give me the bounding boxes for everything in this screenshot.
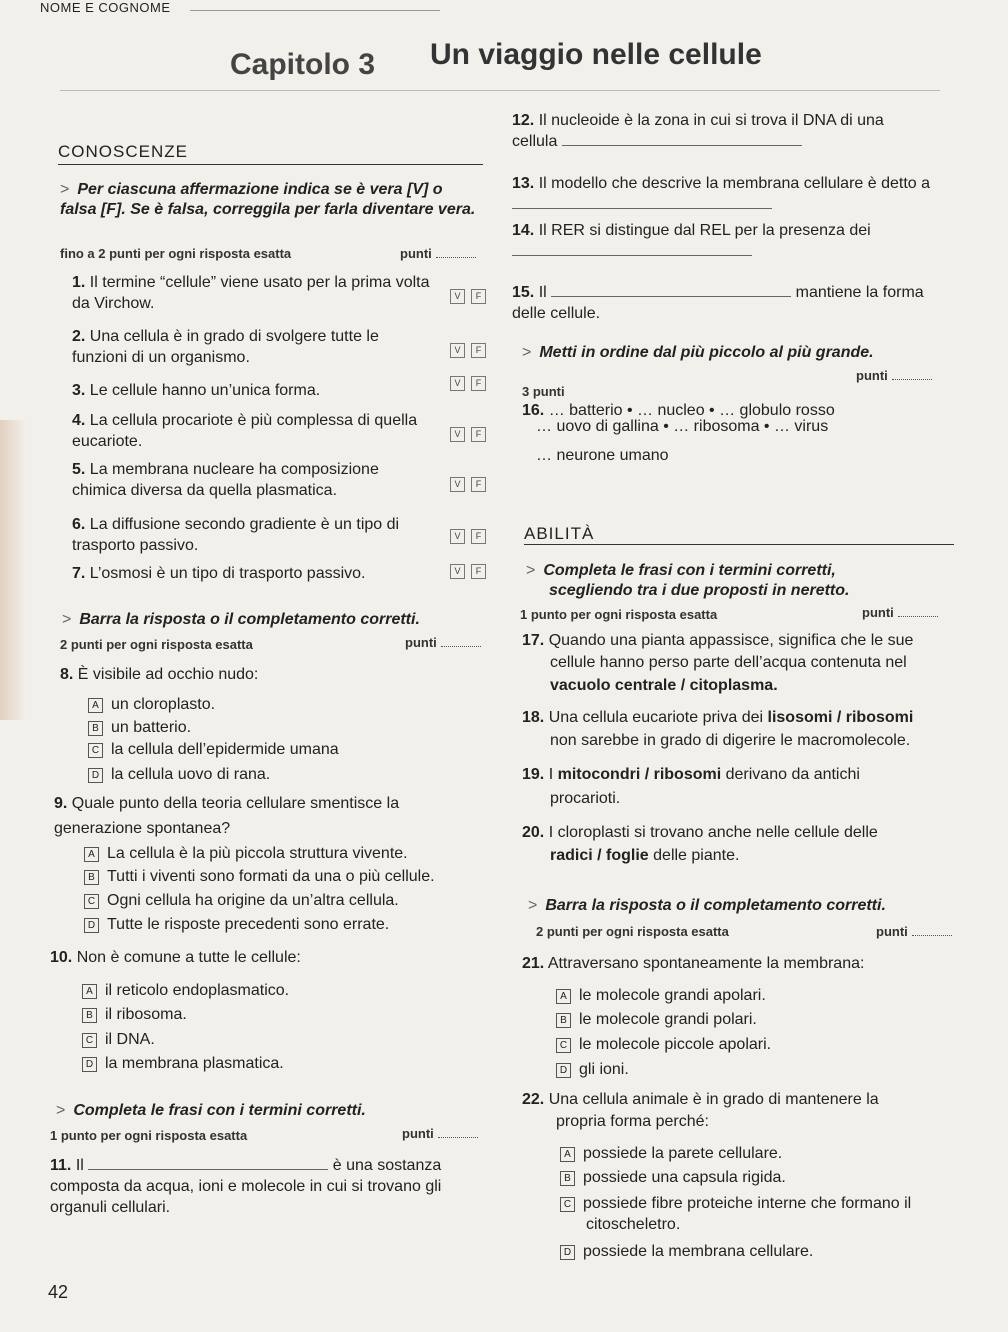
question-16-line2: … uovo di gallina • … ribosoma • … virus — [536, 418, 829, 435]
page-title: Un viaggio nelle cellule — [430, 38, 762, 71]
option-c[interactable]: C possiede fibre proteiche interne che formano il — [560, 1193, 911, 1214]
vf-item: 6. La diffusione secondo gradiente è un tipo di trasporto passivo. — [72, 516, 400, 554]
question-11: 11. Il è una sostanza composta da acqua, ioni e molecole in cui si trovano gli organuli cellulari. — [50, 1157, 442, 1216]
option-d[interactable]: D la membrana plasmatica. — [82, 1053, 284, 1074]
false-checkbox[interactable]: F — [471, 289, 486, 304]
answer-blank[interactable] — [551, 296, 791, 297]
true-checkbox[interactable]: V — [450, 529, 465, 544]
option-b[interactable]: B il ribosoma. — [82, 1004, 187, 1025]
complete-points-info: 1 punto per ogni risposta esatta — [50, 1128, 248, 1143]
option-b[interactable]: B Tutti i viventi sono formati da una o più cellule. — [84, 866, 435, 887]
question-14: 14. Il RER si distingue dal REL per la presenza dei — [512, 220, 932, 262]
option-d[interactable]: D la cellula uovo di rana. — [88, 764, 270, 785]
option-d[interactable]: D gli ioni. — [556, 1059, 629, 1080]
question-20-line2: radici / foglie delle piante. — [550, 847, 740, 864]
question-22: 22. Una cellula animale è in grado di mantenere la — [522, 1091, 879, 1108]
name-label: NOME E COGNOME — [40, 0, 171, 15]
option-c[interactable]: C il DNA. — [82, 1029, 155, 1050]
vf-boxes — [450, 526, 492, 544]
question-19-line2: procarioti. — [550, 790, 621, 807]
score-blank[interactable] — [892, 379, 932, 380]
true-checkbox[interactable]: V — [450, 376, 465, 391]
false-checkbox[interactable]: F — [471, 376, 486, 391]
option-b[interactable]: B un batterio. — [88, 717, 191, 738]
choose-score: punti — [862, 605, 938, 620]
chapter-number: Capitolo 3 — [230, 48, 376, 81]
option-c[interactable]: C le molecole piccole apolari. — [556, 1034, 771, 1055]
section-divider — [58, 164, 483, 165]
title-divider — [60, 90, 940, 91]
option-b[interactable]: B le molecole grandi polari. — [556, 1009, 757, 1030]
option-c-continued: citoscheletro. — [586, 1216, 681, 1233]
option-a[interactable]: A le molecole grandi apolari. — [556, 985, 766, 1006]
choose-points-info: 1 punto per ogni risposta esatta — [520, 607, 718, 622]
option-a[interactable]: A possiede la parete cellulare. — [560, 1143, 782, 1164]
vf-boxes — [450, 340, 492, 358]
answer-blank[interactable] — [562, 145, 802, 146]
answer-blank[interactable] — [512, 255, 752, 256]
question-18-line2: non sarebbe in grado di digerire le macromolecole. — [550, 732, 911, 749]
question-10: 10. Non è comune a tutte le cellule: — [50, 949, 301, 966]
order-instruction: > Metti in ordine dal più piccolo al più grande. — [522, 344, 874, 361]
vf-boxes — [450, 561, 492, 579]
vf-score: punti — [400, 246, 476, 261]
option-d[interactable]: D Tutte le risposte precedenti sono errate. — [84, 914, 389, 935]
question-17-line2: cellule hanno perso parte dell’acqua contenuta nel — [550, 654, 907, 671]
score-blank[interactable] — [436, 257, 476, 258]
page-number: 42 — [48, 1282, 69, 1302]
false-checkbox[interactable]: F — [471, 564, 486, 579]
question-20-choice[interactable]: radici / foglie — [550, 847, 649, 864]
score-blank[interactable] — [912, 935, 952, 936]
score-blank[interactable] — [438, 1137, 478, 1138]
question-9: 9. Quale punto della teoria cellulare smentisce la generazione spontanea? — [54, 795, 400, 837]
choose-instruction: > Completa le frasi con i termini corretti, — [526, 562, 836, 579]
option-a[interactable]: A il reticolo endoplasmatico. — [82, 980, 289, 1001]
vf-item: 3. Le cellule hanno un’unica forma. — [72, 382, 321, 399]
score-blank[interactable] — [441, 646, 481, 647]
false-checkbox[interactable]: F — [471, 529, 486, 544]
mc2-points-info: 2 punti per ogni risposta esatta — [536, 924, 729, 939]
page-edge-shadow — [0, 420, 26, 720]
question-18: 18. Una cellula eucariote priva dei lisosomi / ribosomi — [522, 709, 914, 726]
true-checkbox[interactable]: V — [450, 343, 465, 358]
mc-points-info: 2 punti per ogni risposta esatta — [60, 637, 253, 652]
vf-boxes — [450, 286, 492, 304]
vf-instruction: > Per ciascuna affermazione indica se è vera [V] o falsa [F]. Se è falsa, correggila per farla diventare vera. — [60, 181, 476, 218]
order-score: punti — [856, 368, 932, 383]
true-checkbox[interactable]: V — [450, 564, 465, 579]
section-conoscenze: CONOSCENZE — [58, 142, 188, 161]
option-a[interactable]: A un cloroplasto. — [88, 694, 215, 715]
vf-boxes — [450, 424, 492, 442]
mc-instruction: > Barra la risposta o il completamento corretti. — [62, 611, 420, 628]
complete-score: punti — [402, 1126, 478, 1141]
question-22-line2: propria forma perché: — [556, 1113, 709, 1130]
false-checkbox[interactable]: F — [471, 427, 486, 442]
choose-instruction-2: scegliendo tra i due proposti in neretto. — [549, 582, 850, 599]
section-abilita: ABILITÀ — [524, 524, 595, 543]
option-d[interactable]: D possiede la membrana cellulare. — [560, 1241, 813, 1262]
mc-score: punti — [405, 635, 481, 650]
vf-boxes — [450, 373, 492, 391]
complete-instruction: > Completa le frasi con i termini corretti. — [56, 1102, 366, 1119]
mc2-score: punti — [876, 924, 952, 939]
question-16-line3: … neurone umano — [536, 447, 669, 464]
option-c[interactable]: C la cellula dell’epidermide umana — [88, 739, 339, 760]
vf-item: 1. Il termine “cellule” viene usato per la prima volta da Virchow. — [72, 274, 430, 312]
question-17-choice[interactable]: vacuolo centrale / citoplasma. — [550, 677, 778, 694]
vf-item: 2. Una cellula è in grado di svolgere tutte le funzioni di un organismo. — [72, 328, 379, 366]
option-b[interactable]: B possiede una capsula rigida. — [560, 1167, 786, 1188]
option-a[interactable]: A La cellula è la più piccola struttura vivente. — [84, 843, 408, 864]
true-checkbox[interactable]: V — [450, 477, 465, 492]
order-points-info: 3 punti — [522, 384, 565, 399]
true-checkbox[interactable]: V — [450, 289, 465, 304]
vf-item: 7. L’osmosi è un tipo di trasporto passivo. — [72, 565, 366, 582]
question-13: 13. Il modello che descrive la membrana cellulare è detto a — [512, 173, 932, 215]
mc2-instruction: > Barra la risposta o il completamento corretti. — [528, 897, 886, 914]
option-c[interactable]: C Ogni cellula ha origine da un’altra cellula. — [84, 890, 399, 911]
question-20: 20. I cloroplasti si trovano anche nelle cellule delle — [522, 824, 878, 841]
question-21: 21. Attraversano spontaneamente la membrana: — [522, 955, 865, 972]
false-checkbox[interactable]: F — [471, 477, 486, 492]
vf-item: 4. La cellula procariote è più complessa di quella eucariote. — [72, 412, 418, 450]
question-8: 8. È visibile ad occhio nudo: — [60, 666, 259, 683]
question-16: 16. … batterio • … nucleo • … globulo rosso — [522, 402, 835, 419]
answer-blank[interactable] — [512, 208, 772, 209]
question-19: 19. I mitocondri / ribosomi derivano da antichi — [522, 766, 860, 783]
answer-blank[interactable] — [88, 1169, 328, 1170]
false-checkbox[interactable]: F — [471, 343, 486, 358]
vf-item: 5. La membrana nucleare ha composizione chimica diversa da quella plasmatica. — [72, 461, 379, 499]
question-19-choice[interactable]: mitocondri / ribosomi — [557, 766, 722, 783]
question-15: 15. Il mantiene la forma delle cellule. — [512, 284, 924, 322]
question-17: 17. Quando una pianta appassisce, significa che le sue — [522, 632, 914, 649]
vf-boxes — [450, 474, 492, 492]
score-blank[interactable] — [898, 616, 938, 617]
section-divider — [524, 544, 954, 545]
vf-points-info: fino a 2 punti per ogni risposta esatta — [60, 246, 292, 261]
true-checkbox[interactable]: V — [450, 427, 465, 442]
name-field-line[interactable] — [190, 10, 440, 11]
question-12: 12. Il nucleoide è la zona in cui si trova il DNA di una cellula — [512, 112, 884, 150]
question-18-choice[interactable]: lisosomi / ribosomi — [767, 709, 914, 726]
